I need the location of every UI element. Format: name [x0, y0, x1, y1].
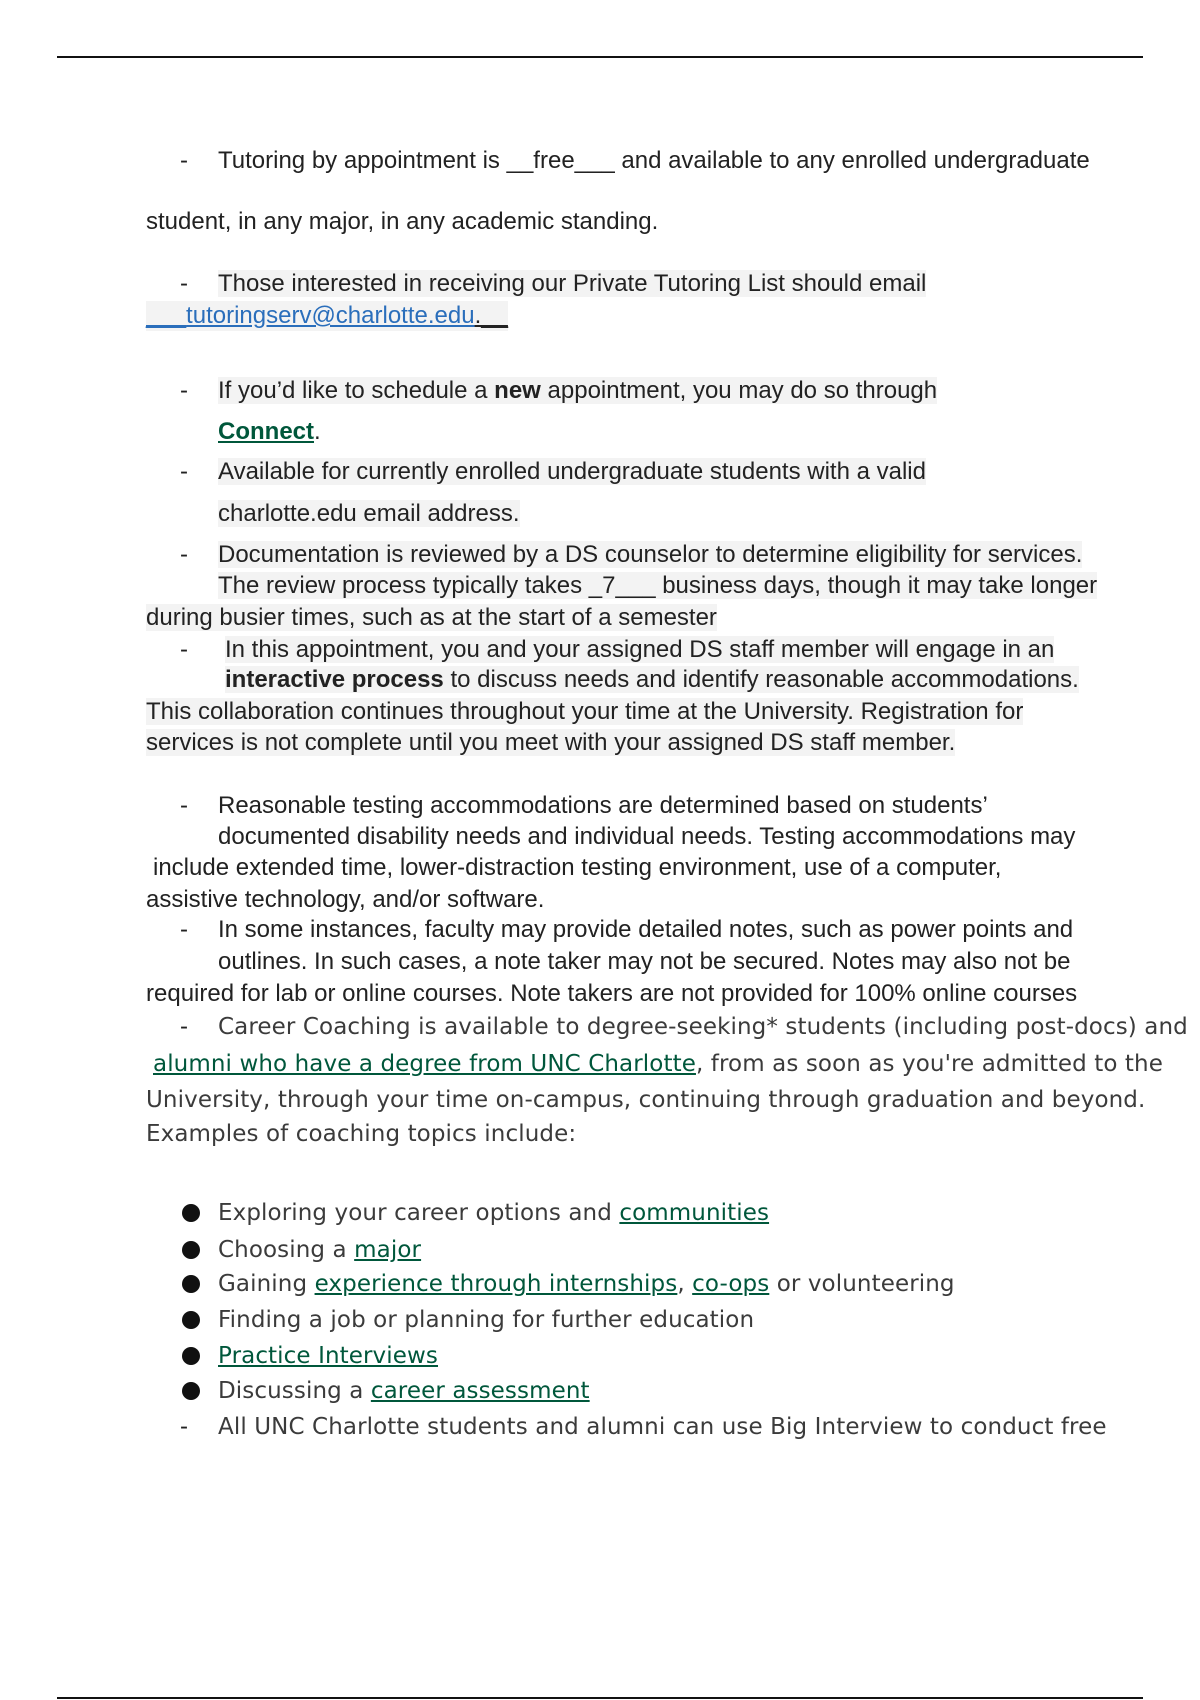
- co-ops-link[interactable]: co-ops: [692, 1271, 770, 1297]
- interactive-line4: services is not complete until you meet with your assigned DS staff member.: [146, 729, 956, 756]
- schedule-line2: Connect.: [218, 418, 321, 445]
- topic-item: Gaining experience through internships, co-ops or volunteering: [218, 1271, 955, 1297]
- notes-line2: outlines. In such cases, a note taker may not be secured. Notes may also not be: [218, 948, 1071, 975]
- big-interview-line1: All UNC Charlotte students and alumni can use Big Interview to conduct free: [218, 1414, 1107, 1440]
- topic-item: Choosing a major: [218, 1237, 422, 1263]
- major-link[interactable]: major: [354, 1237, 422, 1263]
- eligibility-line2: charlotte.edu email address.: [218, 500, 520, 527]
- list-dash: -: [180, 1413, 188, 1440]
- testing-line4: assistive technology, and/or software.: [146, 886, 545, 913]
- testing-line1: Reasonable testing accommodations are determined based on students’: [218, 792, 988, 819]
- bullet-icon: [182, 1382, 200, 1400]
- bullet-icon: [182, 1347, 200, 1365]
- footer-rule: [57, 1697, 1143, 1699]
- list-dash: -: [180, 147, 188, 174]
- private-list-email-line: ___tutoringserv@charlotte.edu.__: [146, 302, 508, 329]
- private-list-line1: Those interested in receiving our Private Tutoring List should email: [218, 270, 927, 297]
- notes-line1: In some instances, faculty may provide detailed notes, such as power points and: [218, 916, 1074, 943]
- career-line3: University, through your time on-campus, continuing through graduation and beyond.: [146, 1087, 1146, 1113]
- notes-line3: required for lab or online courses. Note takers are not provided for 100% online courses: [146, 980, 1078, 1007]
- topic-item: Finding a job or planning for further education: [218, 1307, 755, 1333]
- career-line1: Career Coaching is available to degree-seeking* students (including post-docs) and: [218, 1014, 1188, 1040]
- interactive-line2: interactive process to discuss needs and identify reasonable accommodations.: [225, 666, 1079, 693]
- bullet-icon: [182, 1241, 200, 1259]
- documentation-line1: Documentation is reviewed by a DS counselor to determine eligibility for services.: [218, 541, 1083, 568]
- list-dash: -: [180, 270, 188, 297]
- list-dash: -: [180, 792, 188, 819]
- communities-link[interactable]: communities: [619, 1200, 770, 1226]
- bullet-icon: [182, 1204, 200, 1222]
- tutoring-free-line1: Tutoring by appointment is __free___ and available to any enrolled undergraduate: [218, 147, 1090, 174]
- list-dash: -: [180, 541, 188, 568]
- schedule-line1: If you’d like to schedule a new appointment, you may do so through: [218, 377, 938, 404]
- testing-line2: documented disability needs and individual needs. Testing accommodations may: [218, 823, 1076, 850]
- career-line2: alumni who have a degree from UNC Charlotte, from as soon as you're admitted to the: [153, 1051, 1163, 1077]
- bullet-icon: [182, 1275, 200, 1293]
- practice-interviews-link[interactable]: Practice Interviews: [218, 1343, 439, 1369]
- list-dash: -: [180, 916, 188, 943]
- bullet-icon: [182, 1311, 200, 1329]
- career-assessment-link[interactable]: career assessment: [370, 1378, 590, 1404]
- list-dash: -: [180, 636, 188, 663]
- tutoring-free-line2: student, in any major, in any academic standing.: [146, 208, 659, 235]
- documentation-line3: during busier times, such as at the start of a semester: [146, 604, 717, 631]
- interactive-line3: This collaboration continues throughout your time at the University. Registration for: [146, 698, 1024, 725]
- topic-item: [218, 1341, 438, 1371]
- list-dash: -: [180, 458, 188, 485]
- career-line4: Examples of coaching topics include:: [146, 1121, 577, 1147]
- interactive-line1: In this appointment, you and your assigned DS staff member will engage in an: [225, 636, 1055, 663]
- topic-item: Exploring your career options and communities: [218, 1200, 770, 1226]
- internships-link[interactable]: experience through internships: [314, 1271, 678, 1297]
- eligibility-line1: Available for currently enrolled undergraduate students with a valid: [218, 458, 926, 485]
- connect-link[interactable]: Connect: [218, 418, 314, 445]
- email-link[interactable]: tutoringserv@charlotte.edu: [186, 302, 475, 329]
- fill-blank-free: __free___: [506, 147, 615, 174]
- topic-item: Discussing a career assessment: [218, 1378, 590, 1404]
- testing-line3: include extended time, lower-distraction testing environment, use of a computer,: [153, 854, 1002, 881]
- list-dash: -: [180, 377, 188, 404]
- documentation-line2: The review process typically takes _7___ business days, though it may take longer: [218, 572, 1098, 599]
- list-dash: -: [180, 1013, 188, 1040]
- alumni-degree-link[interactable]: alumni who have a degree from UNC Charlotte: [153, 1051, 696, 1077]
